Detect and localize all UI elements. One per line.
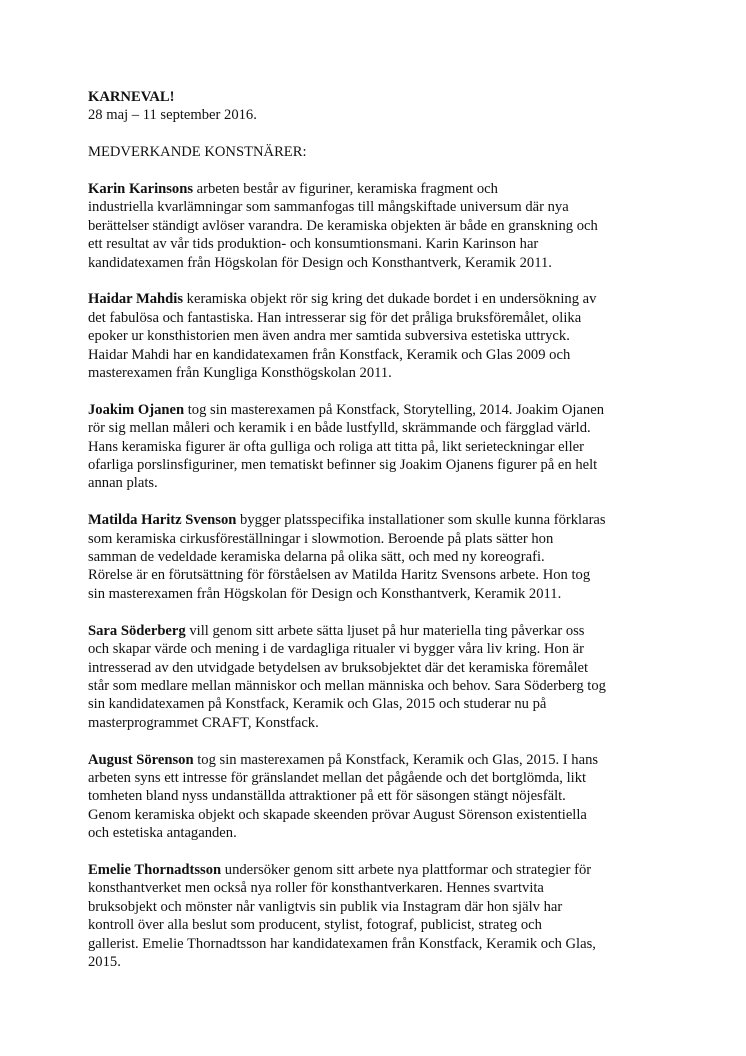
artist-text-line: Genom keramiska objekt och skapade skeenden prövar August Sörenson existentiella (88, 806, 587, 823)
artist-text-line: och skapar värde och mening i de vardagliga ritualer vi bygger våra liv kring. Hon är (88, 641, 585, 658)
artist-name: Karin Karinsons (88, 181, 194, 197)
artist-name: Matilda Haritz Svenson (88, 512, 237, 529)
artist-text-line (88, 861, 668, 879)
artist-text-line (88, 751, 668, 769)
artist-text-line: ett resultat av vår tids produktion- och konsumtionsmani. Karin Karinson har (88, 236, 539, 253)
artist-paragraph (88, 290, 668, 382)
section-heading: MEDVERKANDE KONSTNÄRER: (88, 144, 307, 161)
document-page (88, 88, 668, 971)
artist-text-line: intresserad av den utvidgade betydelsen av bruksobjektet där det keramiska föremålet (88, 659, 589, 676)
artist-text-line: står som medlare mellan människor och mellan människa och behov. Sara Söderberg tog (88, 677, 606, 694)
artist-text-line: bruksobjekt och mönster når vanligtvis sin publik via Instagram där hon själv har (88, 898, 563, 915)
artist-text-line: och estetiska antaganden. (88, 825, 237, 842)
artist-description: tog sin masterexamen på Konstfack, Storytelling, 2014. Joakim Ojanen (184, 401, 604, 418)
artist-text-line: kandidatexamen från Högskolan för Design och Konsthantverk, Keramik 2011. (88, 254, 552, 271)
artist-text-line: rör sig mellan måleri och keramik i en både lustfylld, skrämmande och färgglad värld. (88, 420, 591, 437)
artist-paragraph (88, 622, 668, 732)
artist-text-line: gallerist. Emelie Thornadtsson har kandidatexamen från Konstfack, Keramik och Glas, (88, 935, 596, 952)
artist-text-line: Haidar Mahdi har en kandidatexamen från Konstfack, Keramik och Glas 2009 och (88, 346, 571, 363)
artist-description: vill genom sitt arbete sätta ljuset på hur materiella ting påverkar oss (185, 622, 585, 639)
artist-paragraph (88, 401, 668, 493)
artist-name: Emelie Thornadtsson (88, 861, 222, 878)
artist-text-line: sin kandidatexamen på Konstfack, Keramik och Glas, 2015 och studerar nu på (88, 696, 547, 713)
artist-text-line: ofarliga porslinsfiguriner, men tematiskt befinner sig Joakim Ojanens figurer på en helt (88, 457, 598, 474)
document-title: KARNEVAL! (88, 89, 175, 105)
artist-text-line: annan plats. (88, 475, 158, 492)
artist-description: keramiska objekt rör sig kring det dukade bordet i en undersökning av (183, 291, 597, 308)
artist-text-line (88, 511, 668, 529)
artist-name: Sara Söderberg (88, 622, 186, 639)
artist-text-line (88, 290, 668, 308)
artist-text-line: sin masterexamen från Högskolan för Design och Konsthantverk, Keramik 2011. (88, 585, 562, 602)
artist-paragraph (88, 861, 668, 971)
artist-name: August Sörenson (88, 751, 194, 768)
artist-text-line: epoker ur konsthistorien men även andra mer samtida subversiva estetiska uttryck. (88, 328, 570, 345)
artist-text-line (88, 180, 668, 198)
artist-text-line (88, 622, 668, 640)
artist-text-line: samman de vedeldade keramiska delarna på olika sätt, och med ny koreografi. (88, 549, 545, 566)
artist-text-line: Rörelse är en förutsättning för förståelsen av Matilda Haritz Svensons arbete. Hon tog (88, 567, 591, 584)
artist-text-line: 2015. (88, 953, 121, 970)
artist-description: undersöker genom sitt arbete nya plattformar och strategier för (221, 861, 592, 878)
artist-text-line: masterprogrammet CRAFT, Konstfack. (88, 714, 319, 731)
artist-paragraph (88, 751, 668, 843)
artist-text-line (88, 401, 668, 419)
artist-text-line: kontroll över alla beslut som producent, stylist, fotograf, publicist, strateg och (88, 917, 542, 934)
artist-text-line: det fabulösa och fantastiska. Han intresserar sig för det pråliga bruksföremålet, olika (88, 309, 582, 326)
artist-paragraph (88, 180, 668, 272)
exhibition-dates: 28 maj – 11 september 2016. (88, 107, 257, 124)
artist-name: Haidar Mahdis (88, 291, 184, 308)
artist-text-line: berättelser ständigt avlöser varandra. De keramiska objekten är både en granskning och (88, 217, 598, 234)
artist-text-line: konsthantverket men också nya roller för konsthantverkaren. Hennes svartvita (88, 880, 544, 897)
artist-name: Joakim Ojanen (88, 401, 185, 418)
artist-list (88, 180, 668, 971)
artist-description: arbeten består av figuriner, keramiska fragment och (193, 181, 498, 197)
artist-text-line: Hans keramiska figurer är ofta gulliga och roliga att titta på, likt serieteckningar eller (88, 438, 584, 455)
artist-text-line: tomheten bland nyss undanställda attraktioner på ett för säsongen stängt nöjesfält. (88, 788, 566, 805)
artist-description: bygger platsspecifika installationer som skulle kunna förklaras (236, 512, 606, 529)
artist-text-line: som keramiska cirkusföreställningar i slowmotion. Beroende på plats sätter hon (88, 530, 554, 547)
artist-paragraph (88, 511, 668, 603)
artist-text-line: arbeten syns ett intresse för gränslandet mellan det pågående och det bortglömda, likt (88, 769, 587, 786)
artist-text-line: industriella kvarlämningar som sammanfogas till mångskiftade universum där nya (88, 199, 569, 216)
artist-description: tog sin masterexamen på Konstfack, Keramik och Glas, 2015. I hans (193, 751, 599, 768)
artist-text-line: masterexamen från Kungliga Konsthögskolan 2011. (88, 365, 392, 382)
